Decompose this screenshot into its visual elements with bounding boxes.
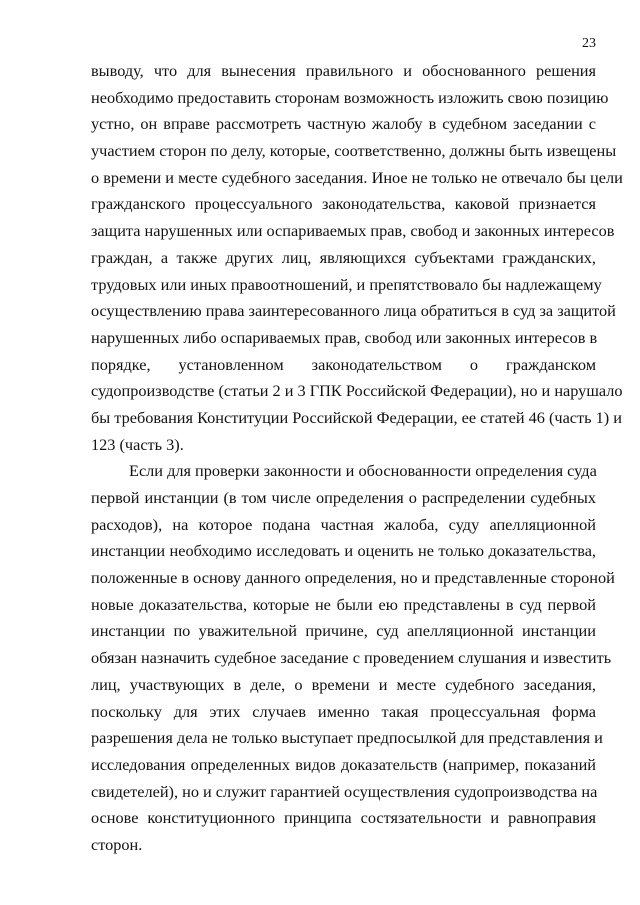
text-line: трудовых или иных правоотношений, и препятствовало бы надлежащему: [91, 274, 602, 294]
text-line: первой инстанции (в том числе определения о распределении судебных: [91, 488, 596, 507]
text-line: положенные в основу данного определения, но и представленные стороной: [91, 568, 615, 588]
text-line: расходов), на которое подана частная жалоба, суду апелляционной: [91, 514, 596, 534]
body-text: [91, 58, 623, 859]
text-line: обязан назначить судебное заседание с проведением слушания и известить: [91, 648, 612, 668]
text-line: разрешения дела не только выступает предпосылкой для представления и: [91, 728, 603, 748]
text-line: 123 (часть 3).: [91, 434, 184, 454]
text-line: инстанции по уважительной причине, суд апелляционной инстанции: [91, 621, 596, 641]
text-line: исследования определенных видов доказательств (например, показаний: [91, 754, 596, 774]
text-line: свидетелей), но и служит гарантией осуществления судопроизводства на: [91, 781, 598, 801]
text-line: нарушенных либо оспариваемых прав, свобод или законных интересов в: [91, 327, 598, 347]
text-line: о времени и месте судебного заседания. Иное не только не отвечало бы цели: [91, 167, 623, 187]
text-line: гражданского процессуального законодательства, каковой признается: [91, 194, 596, 214]
paragraph: [91, 458, 615, 858]
text-line: устно, он вправе рассмотреть частную жалобу в судебном заседании с: [91, 114, 596, 134]
text-line: порядке, установленном законодательством о гражданском: [91, 354, 596, 374]
text-line: выводу, что для вынесения правильного и обоснованного решения: [91, 61, 596, 80]
text-line: защита нарушенных или оспариваемых прав, свобод и законных интересов: [91, 221, 615, 241]
text-line: сторон.: [91, 834, 143, 854]
text-line: Если для проверки законности и обоснованности определения суда: [129, 461, 597, 481]
text-line: новые доказательства, которые не были ею представлены в суд первой: [91, 594, 596, 614]
text-line: основе конституционного принципа состязательности и равноправия: [91, 808, 596, 828]
text-line: судопроизводстве (статьи 2 и 3 ГПК Российской Федерации), но и нарушало: [91, 381, 623, 401]
page-number: 23: [582, 36, 596, 51]
text-line: инстанции необходимо исследовать и оценить не только доказательства,: [91, 541, 596, 561]
text-line: лиц, участвующих в деле, о времени и месте судебного заседания,: [91, 674, 596, 694]
text-line: участием сторон по делу, которые, соответственно, должны быть извещены: [91, 141, 617, 161]
text-line: граждан, а также других лиц, являющихся субъектами гражданских,: [91, 247, 596, 267]
text-line: поскольку для этих случаев именно такая процессуальная форма: [91, 701, 596, 721]
text-line: необходимо предоставить сторонам возможность изложить свою позицию: [91, 87, 609, 107]
text-line: бы требования Конституции Российской Федерации, ее статей 46 (часть 1) и: [91, 407, 622, 427]
paragraph: [91, 58, 623, 458]
text-line: осуществлению права заинтересованного лица обратиться в суд за защитой: [91, 301, 616, 321]
